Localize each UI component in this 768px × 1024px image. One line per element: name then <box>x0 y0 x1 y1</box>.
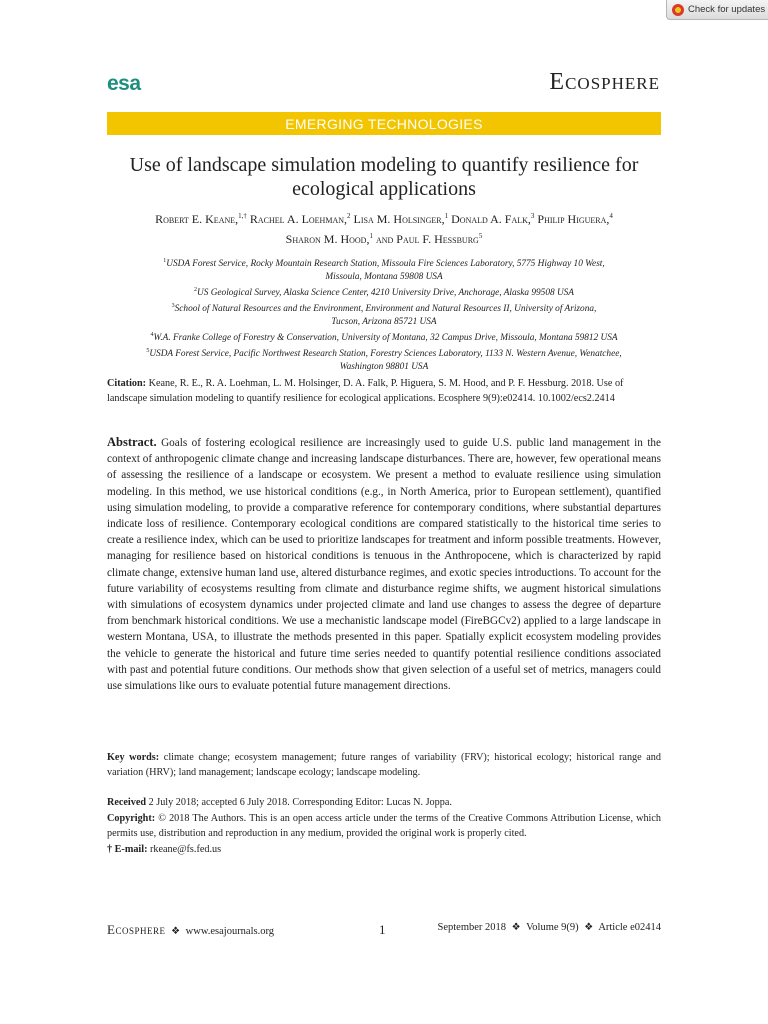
author-affil: 1 <box>444 212 449 220</box>
citation-text: Keane, R. E., R. A. Loehman, L. M. Holsinger, D. A. Falk, P. Higuera, S. M. Hood, and P. F. Hessburg. 2018. Use of landscape simulation modeling to quantify resilience for ecological applications. Ecosphere 9(9):e02414. 10.1002/ecs2.2414 <box>107 378 624 404</box>
crossmark-icon <box>672 4 684 16</box>
abstract-label: Abstract. <box>107 435 157 449</box>
journal-name: Ecosphere <box>549 69 660 95</box>
diamond-icon: ❖ <box>584 922 594 933</box>
page-footer <box>107 922 661 940</box>
author-affil: 1 <box>369 232 373 240</box>
received-label: Received <box>107 797 147 808</box>
author-name: Sharon M. Hood, <box>285 232 370 246</box>
citation <box>107 376 661 406</box>
copyright-text: © 2018 The Authors. This is an open access article under the terms of the Creative Commons Attribution License, which permits use, distribution and reproduction in any medium, provided the original work is properly cited. <box>107 812 661 839</box>
footer-volume: Volume 9(9) <box>526 922 579 933</box>
footer-date: September 2018 <box>437 922 507 933</box>
affiliation-5: $^5$USDA Forest Service, Pacific Northwest Research Station, Forestry Sciences Laboratory, 1133 N. Western Avenue, Wenatchee, Washington 98801 USA <box>146 348 622 373</box>
affiliations <box>107 255 661 374</box>
keywords-text: climate change; ecosystem management; future ranges of variability (FRV); historical ecology; historical range and variation (HRV); land management; landscape ecology; landscape modeling. <box>107 752 661 778</box>
author-name: Lisa M. Holsinger, <box>350 212 445 226</box>
footer-article: Article e02414 <box>598 922 661 933</box>
affiliation-3: $^3$School of Natural Resources and the Environment, Environment and Natural Resources II, University of Arizona, Tucson, Arizona 85721 USA <box>171 303 597 328</box>
received-text: 2 July 2018; accepted 6 July 2018. Corresponding Editor: Lucas N. Joppa. <box>146 797 452 808</box>
author-affil: 3 <box>530 212 535 220</box>
article-history <box>107 795 661 857</box>
copyright-line <box>107 811 661 842</box>
footer-right <box>438 922 661 933</box>
footer-url[interactable]: www.esajournals.org <box>185 926 275 937</box>
author-affil: 4 <box>609 212 613 220</box>
abstract-text: Goals of fostering ecological resilience are increasingly used to guide U.S. public land management in the context of anthropogenic climate change and increasing landscape disturbances. There are, however, few operational means of assessing the resilience of a landscape or ecosystem. We present a method to evaluate resilience using simulation modeling. In this method, we use historical conditions (e.g., in North America, prior to European settlement), quantified using simulation modeling, to provide a comparative reference for contemporary conditions, where substantial departures indicate loss of resilience. Contemporary ecological conditions are compared statistically to the historical time series to create a resilience index, which can be used to prioritize landscapes for treatment and inform possible treatments. However, managing for resilience based on historical conditions is tenuous in the Anthropocene, which is characterized by rapid climate change, extensive human land use, altered disturbance regimes, and exotic species introductions. To account for the future variability of ecosystems resulting from climate and disturbance regime shifts, we augment historical simulations with simulations of ecosystem dynamics under projected climate and land use changes to assess the degree of departure from benchmark historical conditions. We use a mechanistic landscape model (FireBGCv2) applied to a large landscape in western Montana, USA, to illustrate the methods presented in this paper. Spatially explicit ecosystem modeling provides the vehicle to generate the historical and future time series needed to quantify potential resilience conditions associated with past and potential future conditions. Our methods show that given selection of a useful set of metrics, managers could use simulations like ours to evaluate potential future management directions. <box>107 437 661 693</box>
check-for-updates-label: Check for updates <box>688 4 766 15</box>
author-affil: 5 <box>478 232 483 240</box>
affiliation-2: $^2$US Geological Survey, Alaska Science Center, 4210 University Drive, Anchorage, Alaska 99508 USA <box>194 287 574 299</box>
author-affil: 2 <box>347 212 351 220</box>
author-list <box>107 208 661 248</box>
author-line-1 <box>107 208 661 228</box>
copyright-label: Copyright: <box>107 812 156 824</box>
keywords-label: Key words: <box>107 752 160 763</box>
affiliation-4: $^4$W.A. Franke College of Forestry & Conservation, University of Montana, 32 Campus Drive, Missoula, Montana 59812 USA <box>150 332 618 344</box>
diamond-icon: ❖ <box>511 922 521 933</box>
author-line-2 <box>107 228 661 248</box>
affiliation-1: $^1$USDA Forest Service, Rocky Mountain Research Station, Missoula Fire Sciences Laboratory, 5775 Highway 10 West, Missoula, Montana 59808 USA <box>163 258 605 283</box>
author-name: and Paul F. Hessburg <box>372 232 479 246</box>
author-name: Robert E. Keane, <box>155 212 239 226</box>
author-name: Philip Higuera, <box>534 212 610 226</box>
author-name: Rachel A. Loehman, <box>246 212 348 226</box>
esa-logo: esa <box>107 72 141 95</box>
check-for-updates-button[interactable] <box>666 0 768 20</box>
article-title: Use of landscape simulation modeling to quantify resilience for ecological applications <box>129 154 639 200</box>
email-label: † E-mail: <box>107 843 148 855</box>
keywords <box>107 750 661 780</box>
section-banner: EMERGING TECHNOLOGIES <box>107 112 661 135</box>
received-line <box>107 795 661 811</box>
email-address[interactable]: rkeane@fs.fed.us <box>147 843 222 855</box>
email-line <box>107 842 661 858</box>
citation-label: Citation: <box>107 378 147 389</box>
footer-left <box>107 922 274 938</box>
diamond-icon: ❖ <box>171 926 181 937</box>
author-name: Donald A. Falk, <box>448 212 531 226</box>
author-affil: 1,† <box>238 212 247 220</box>
abstract <box>107 434 661 694</box>
footer-journal: Ecosphere <box>107 922 166 937</box>
page-number: 1 <box>379 922 386 937</box>
